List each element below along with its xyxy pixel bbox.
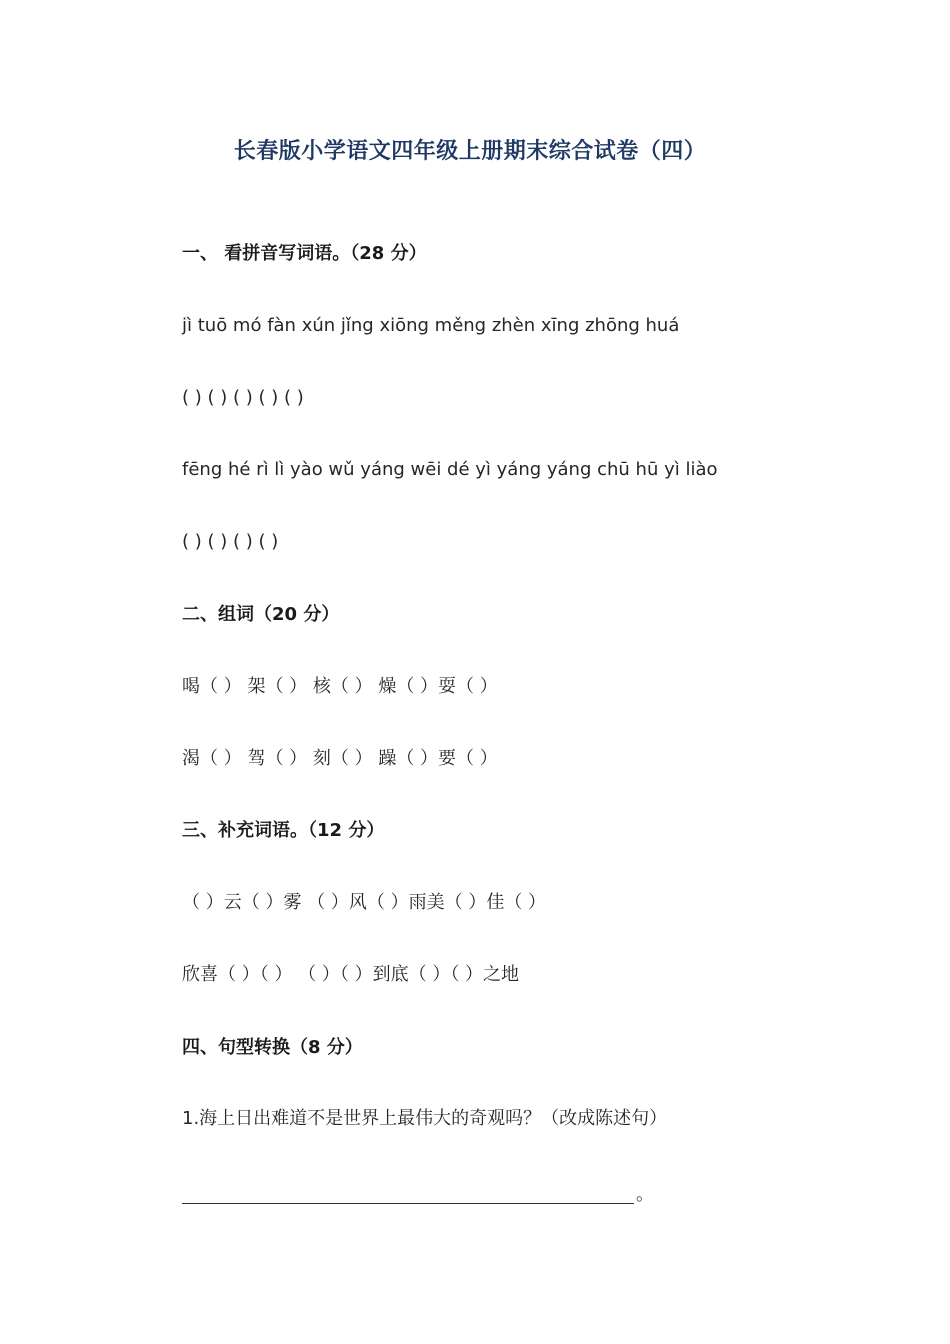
section-4-heading: 四、句型转换（8 分） — [182, 1037, 363, 1058]
question-1: 1.海上日出难道不是世界上最伟大的奇观吗？（改成陈述句） — [182, 1108, 668, 1129]
answer-brackets-1: ( ) ( ) ( ) ( ) ( ) — [182, 387, 304, 408]
pinyin-line-2: fēng hé rì lì yào wǔ yáng wēi dé yì yáng yáng chū hū yì liào — [182, 459, 718, 480]
idiom-line-1: （ ）云（ ）雾 （ ）风（ ）雨美（ ）佳（ ） — [182, 892, 547, 913]
section-2-heading: 二、组词（20 分） — [182, 604, 340, 625]
answer-brackets-2: ( ) ( ) ( ) ( ) — [182, 531, 279, 552]
answer-blank-line[interactable] — [182, 1203, 634, 1204]
page-title: 长春版小学语文四年级上册期末综合试卷（四） — [233, 139, 707, 164]
section-3-heading: 三、补充词语。（12 分） — [182, 820, 385, 841]
idiom-line-2: 欣喜（ ）（ ） （ ）（ ）到底（ ）（ ）之地 — [182, 964, 520, 985]
section-1-heading: 一、 看拼音写词语。（28 分） — [182, 243, 427, 264]
pinyin-line-1: jì tuō mó fàn xún jǐng xiōng měng zhèn xīng zhōng huá — [182, 315, 680, 336]
word-group-line-1: 喝（ ） 架（ ） 核（ ） 燥（ ）耍（ ） — [182, 676, 498, 697]
word-group-line-2: 渴（ ） 驾（ ） 刻（ ） 躁（ ）要（ ） — [182, 748, 498, 769]
answer-blank-end: 。 — [636, 1184, 654, 1205]
